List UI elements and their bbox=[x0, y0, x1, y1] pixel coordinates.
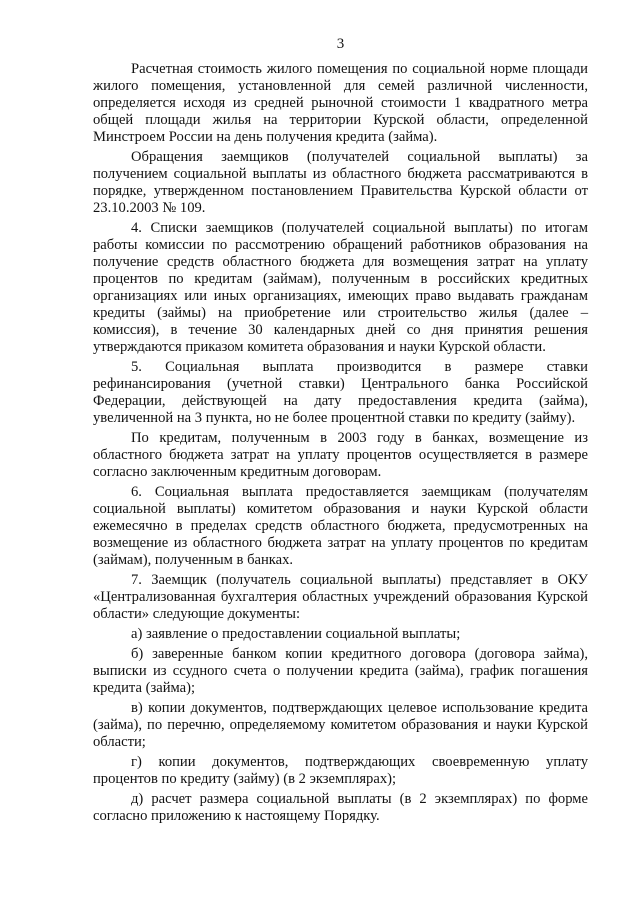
paragraph-3: 4. Списки заемщиков (получателей социальной выплаты) по итогам работы комиссии по рассмотрению обращений работников образования на получение средств областного бюджета для возмещения затрат на уплату процентов по кредитам (займам), полученным в российских кредитных организациях или иных организациях, имеющих право выдавать гражданам кредиты (займы) на приобретение или строительство жилья (далее – комиссия), в течение 30 календарных дней со дня принятия решения утверждаются приказом комитета образования и науки Курской области. bbox=[93, 220, 588, 355]
paragraph-6: 6. Социальная выплата предоставляется заемщикам (получателям социальной выплаты) комитетом образования и науки Курской области ежемесячно в пределах средств областного бюджета, предусмотренных на возмещение из областного бюджета затрат на уплату процентов по кредитам (займам), полученным в банках. bbox=[93, 484, 588, 568]
list-item-d: д) расчет размера социальной выплаты (в 2 экземплярах) по форме согласно приложению к настоящему Порядку. bbox=[93, 791, 588, 824]
list-item-v: в) копии документов, подтверждающих целевое использование кредита (займа), по перечню, определяемому комитетом образования и науки Курской области; bbox=[93, 700, 588, 750]
paragraph-2: Обращения заемщиков (получателей социальной выплаты) за получением социальной выплаты из областного бюджета рассматриваются в порядке, утвержденном постановлением Правительства Курской области от 23.10.2003 № 109. bbox=[93, 149, 588, 216]
document-body bbox=[93, 61, 588, 825]
list-item-b: б) заверенные банком копии кредитного договора (договора займа), выписки из ссудного счета о получении кредита (займа), график погашения кредита (займа); bbox=[93, 646, 588, 696]
paragraph-4: 5. Социальная выплата производится в размере ставки рефинансирования (учетной ставки) Центрального банка Российской Федерации, действующей на дату предоставления кредита (займа), увеличенной на 3 пункта, но не более процентной ставки по кредиту (займу). bbox=[93, 359, 588, 426]
list-item-g: г) копии документов, подтверждающих своевременную уплату процентов по кредиту (займу) (в 2 экземплярах); bbox=[93, 754, 588, 787]
list-item-a: а) заявление о предоставлении социальной выплаты; bbox=[131, 626, 461, 642]
paragraph-5: По кредитам, полученным в 2003 году в банках, возмещение из областного бюджета затрат на уплату процентов осуществляется в размере согласно заключенным кредитным договорам. bbox=[93, 430, 588, 480]
paragraph-1: Расчетная стоимость жилого помещения по социальной норме площади жилого помещения, установленной для семей различной численности, определяется исходя из средней рыночной стоимости 1 квадратного метра общей площади жилья на территории Курской области, определенной Минстроем России на день получения кредита (займа). bbox=[93, 61, 588, 145]
paragraph-7: 7. Заемщик (получатель социальной выплаты) представляет в ОКУ «Централизованная бухгалтерия областных учреждений образования Курской области» следующие документы: bbox=[93, 572, 588, 622]
page-number: 3 bbox=[336, 36, 345, 52]
